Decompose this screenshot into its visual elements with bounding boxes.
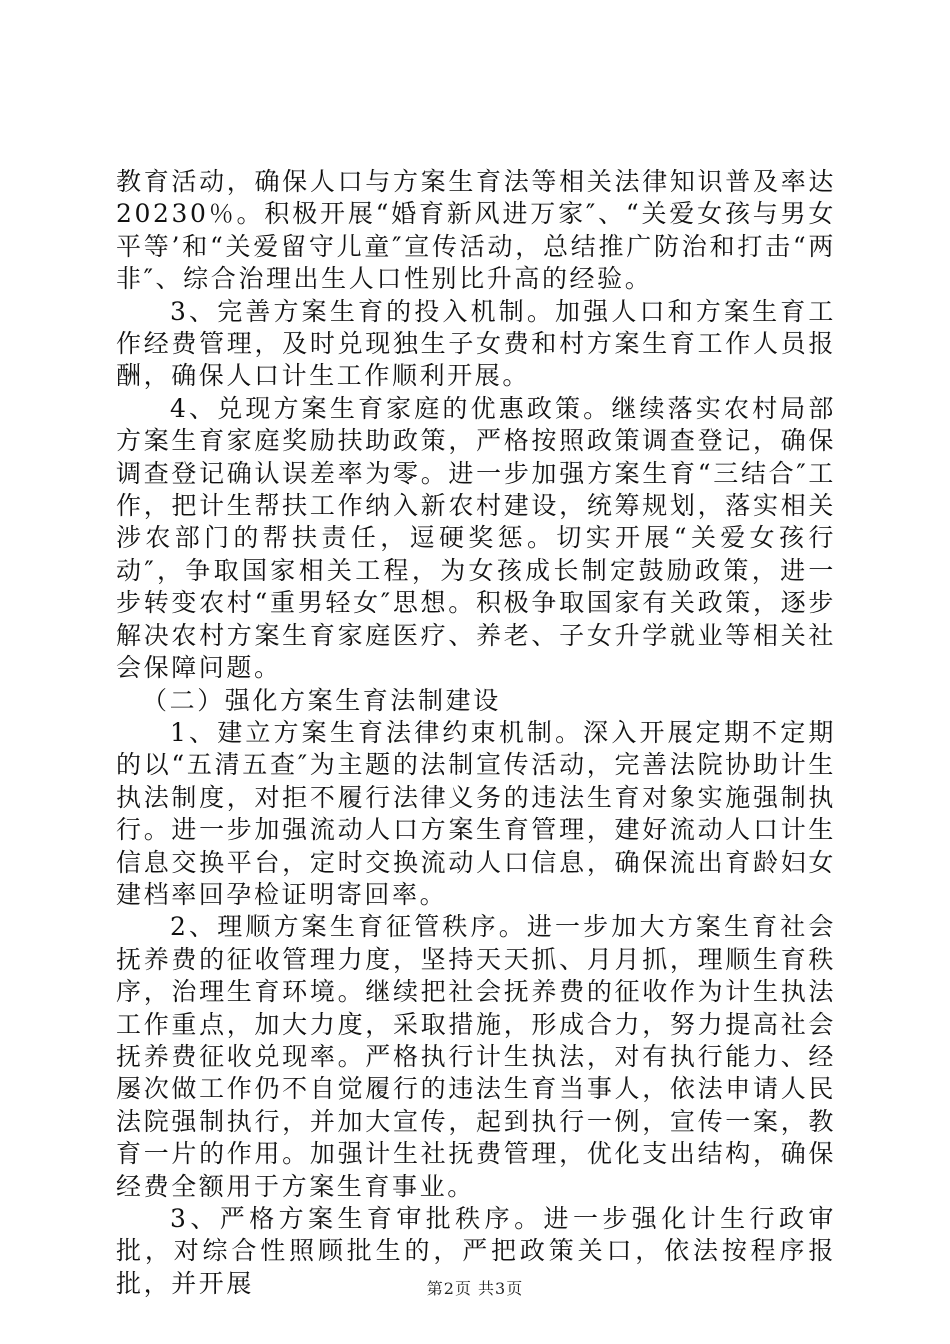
paragraph-item-3: 3、完善方案生育的投入机制。加强人口和方案生育工作经费管理，及时兑现独生子女费和村方案生育工作人员报酬，确保人口计生工作顺利开展。 [116, 296, 836, 391]
document-body [116, 166, 836, 1300]
paragraph-item-4: 4、兑现方案生育家庭的优惠政策。继续落实农村局部方案生育家庭奖励扶助政策，严格按照政策调查登记，确保调查登记确认误差率为零。进一步加强方案生育“三结合″工作，把计生帮扶工作纳入新农村建设，统筹规划，落实相关涉农部门的帮扶责任，逗硬奖惩。切实开展“关爱女孩行动″，争取国家相关工程，为女孩成长制定鼓励政策，进一步转变农村“重男轻女″思想。积极争取国家有关政策，逐步解决农村方案生育家庭医疗、养老、子女升学就业等相关社会保障问题。 [116, 393, 836, 683]
paragraph-item-3b: 3、严格方案生育审批秩序。进一步强化计生行政审批，对综合性照顾批生的，严把政策关口，依法按程序报批，并开展 [116, 1204, 836, 1298]
paragraph-continuation: 教育活动，确保人口与方案生育法等相关法律知识普及率达20230％。积极开展“婚育新风进万家″、“关爱女孩与男女平等’和“关爱留守儿童″宣传活动，总结推广防治和打击“两非″、综合治理出生人口性别比升高的经验。 [116, 167, 836, 294]
section-heading: （二）强化方案生育法制建设 [142, 685, 501, 715]
paragraph-item-2: 2、理顺方案生育征管秩序。进一步加大方案生育社会抚养费的征收管理力度，坚持天天抓、月月抓，理顺生育秩序，治理生育环境。继续把社会抚养费的征收作为计生执法工作重点，加大力度，采取措施，形成合力，努力提高社会抚养费征收兑现率。严格执行计生执法，对有执行能力、经屡次做工作仍不自觉履行的违法生育当事人，依法申请人民法院强制执行，并加大宣传，起到执行一例，宣传一案，教育一片的作用。加强计生社抚费管理，优化支出结构，确保经费全额用于方案生育事业。 [116, 912, 836, 1201]
paragraph-item-1: 1、建立方案生育法律约束机制。深入开展定期不定期的以“五清五查″为主题的法制宣传活动，完善法院协助计生执法制度，对拒不履行法律义务的违法生育对象实施强制执行。进一步加强流动人口方案生育管理，建好流动人口计生信息交换平台，定时交换流动人口信息，确保流出育龄妇女建档率回孕检证明寄回率。 [116, 717, 836, 909]
page-footer: 第2页 共3页 [426, 1279, 524, 1298]
